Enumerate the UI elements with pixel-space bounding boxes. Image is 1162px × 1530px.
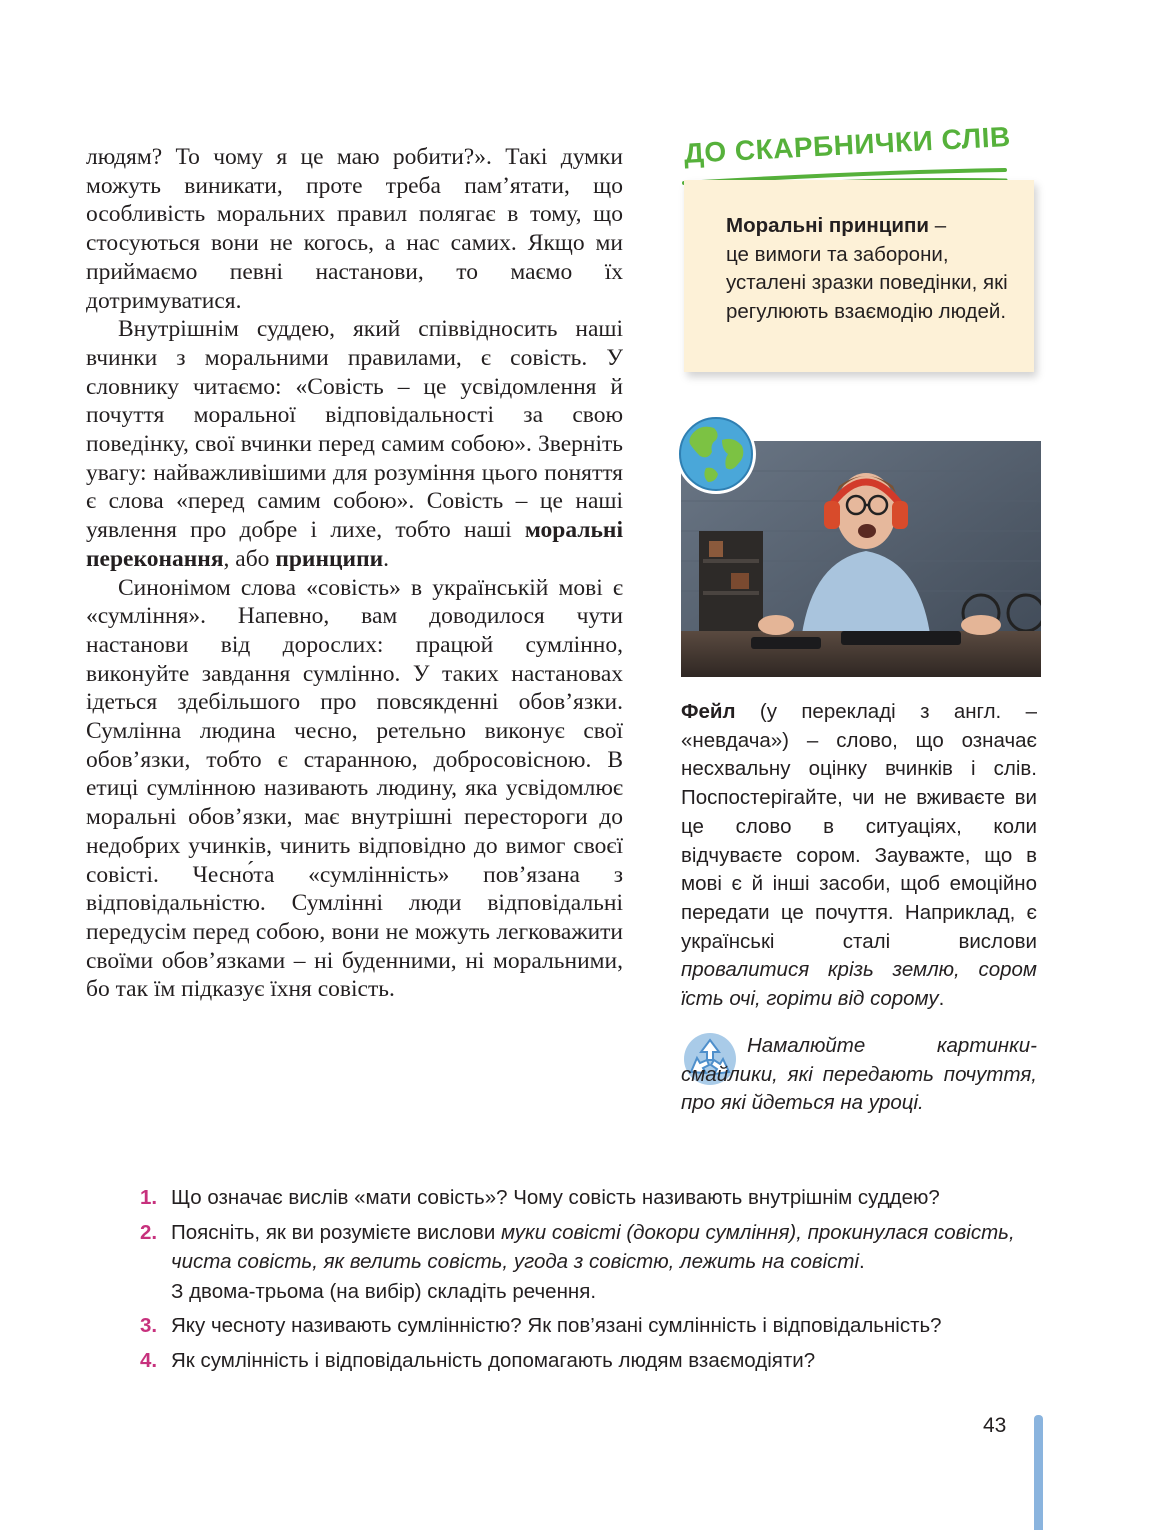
caption-text: (у перекладі з англ. – «невдача») – слово, що означає несхвальну оцінку вчинків і слів. Поспостерігайте, чи не вживаєте ви це слово в ситуаціях, коли відчуваєте сором. Зауважте, що в мові є й інші засоби, щоб емоційно передати це почуття. Наприклад, є українські сталі вислови [681,700,1037,953]
caption-end: . [938,987,945,1011]
caption-idioms: провалитися крізь землю, сором їсть очі, горіти від сорому [681,958,1037,1011]
paragraph-3: Синонімом слова «совість» в українській мові є «сумління». Напевно, вам доводилося чути настанови від дорослих: працюй сумлінно, виконуйте завдання сумлінно. У таких настановах ідеться здебільшого про повсякденні обов’язки. Сумлінна людина чесно, ретельно виконує свої обов’язки, тобто є старанною, добросовісною. В етиці сумлінною називають людину, яка усвідомлює моральні обов’язки, має внутрішні перестороги до недобрих учинків, чинить відповідно до вимог своєї совісті. Чесно́та «сумлінність» пов’язана з відповідальністю. Сумлінні люди відповідальні передусім перед собою, вони не можуть легковажити своїми обов’язками – ні буденними, ні моральними, бо так їм підказує їхня совість. [86,574,623,1003]
vocab-card-text [726,212,1026,326]
main-text-column [86,143,623,1004]
question-text: Поясніть, як ви розумієте вислови [171,1220,501,1244]
question-3 [140,1311,1040,1341]
question-number: 2. [140,1220,158,1244]
paragraph-1: людям? То чому я це маю робити?». Такі думки можуть виникати, проте треба пам’ятати, що особливість моральних правил полягає в тому, що стосуються вони не когось, а нас самих. Якщо ми приймаємо певні настанови, то маємо їх дотримуватися. [86,144,623,314]
question-number: 1. [140,1186,158,1209]
paragraph-2 [86,315,623,573]
vocab-box-title: ДО СКАРБНИЧКИ СЛІВ [683,120,1012,169]
question-2 [140,1218,1040,1307]
question-number: 3. [140,1314,158,1337]
questions-list [140,1183,1040,1380]
paragraph-2-text: Внутрішнім суддею, який співвідносить наші вчинки з моральними правилами, є совість. У словнику читаємо: «Совість – це усвідомлення й почуття моральної відповідальності за свою поведінку, свої вчинки перед самим собою». Зверніть увагу: найважливішими для розуміння цього поняття є слова «перед самим собою». Совість – це наші уявлення про добре і лихе, тобто наші [86,316,623,544]
question-idioms: муки совісті (докори сумління), прокинулася совість, чиста совість, як велить совість, угода з совістю, лежить на совісті [171,1220,1015,1273]
bold-term-moral-beliefs: моральні переконання [86,517,623,572]
bold-term-principles: принципи [275,545,384,572]
question-number: 4. [140,1348,158,1372]
question-text-end: . [859,1250,865,1273]
question-text: Яку чесноту називають сумлінністю? Як пов’язані сумлінність і відповідальність? [171,1314,942,1337]
question-text-line2: З двома-трьома (на вибір) складіть речення. [171,1279,597,1303]
vocab-definition: це вимоги та заборони, усталені зразки поведінки, які регулюють взаємодію людей. [726,242,1008,323]
question-4 [140,1346,1040,1376]
vocab-dash: – [929,214,947,237]
paragraph-2-end: . [383,545,390,572]
page-side-bar [1034,1415,1043,1530]
question-text: Що означає вислів «мати совість»? Чому совість називають внутрішнім суддею? [171,1186,940,1209]
caption-term: Фейл [681,700,736,723]
vocab-card [684,180,1034,372]
vocab-term: Моральні принципи [726,214,929,237]
question-1 [140,1183,1040,1213]
photo-caption [681,698,1037,1014]
paragraph-2-connector: , або [223,545,276,572]
globe-icon [672,410,760,498]
page-number: 43 [983,1414,1007,1437]
question-text: Як сумлінність і відповідальність допомагають людям взаємодіяти? [171,1348,816,1372]
task-text: Намалюйте картинки-смайлики, які передають почуття, про які йдеться на уроці. [681,1034,1037,1115]
